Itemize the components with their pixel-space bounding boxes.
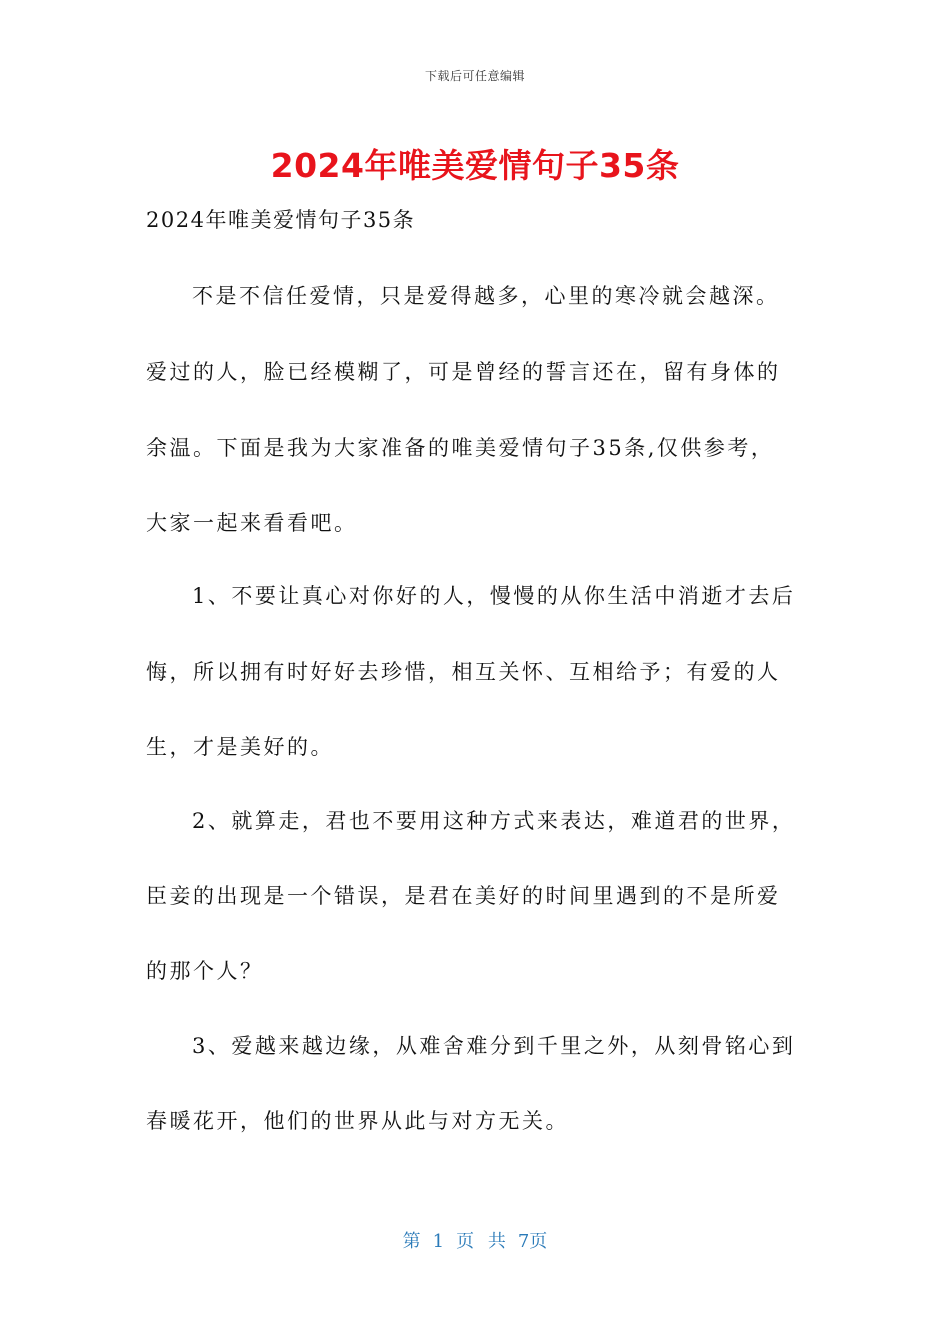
paragraph-line: 爱过的人，脸已经模糊了，可是曾经的誓言还在，留有身体的 <box>146 360 781 384</box>
footer-prefix: 第 <box>402 1231 421 1252</box>
page-footer <box>0 1227 950 1253</box>
paragraph-line: 悔，所以拥有时好好去珍惜，相互关怀、互相给予；有爱的人 <box>146 660 781 684</box>
paragraph-line: 1、不要让真心对你好的人，慢慢的从你生活中消逝才去后 <box>192 584 796 608</box>
header-note: 下载后可任意编辑 <box>424 69 525 83</box>
paragraph-line: 大家一起来看看吧。 <box>146 511 358 535</box>
paragraph-line: 2、就算走，君也不要用这种方式来表达，难道君的世界， <box>192 809 796 833</box>
paragraph-line: 臣妾的出现是一个错误，是君在美好的时间里遇到的不是所爱 <box>146 884 781 908</box>
paragraph-line: 3、爱越来越边缘，从难舍难分到千里之外，从刻骨铭心到 <box>192 1034 796 1058</box>
document-subtitle: 2024年唯美爱情句子35条 <box>146 208 416 232</box>
paragraph-line: 不是不信任爱情，只是爱得越多，心里的寒冷就会越深。 <box>192 284 780 308</box>
paragraph-line: 生，才是美好的。 <box>146 735 334 759</box>
footer-page-number: 1 <box>432 1231 445 1252</box>
document-title: 2024年唯美爱情句子35条 <box>270 146 680 185</box>
paragraph-line: 的那个人？ <box>146 959 264 983</box>
footer-total: 7页 <box>517 1231 548 1252</box>
paragraph-line: 春暖花开，他们的世界从此与对方无关。 <box>146 1109 569 1133</box>
footer-middle: 页 共 <box>456 1231 506 1252</box>
paragraph-line: 余温。下面是我为大家准备的唯美爱情句子35条,仅供参考， <box>146 436 775 460</box>
